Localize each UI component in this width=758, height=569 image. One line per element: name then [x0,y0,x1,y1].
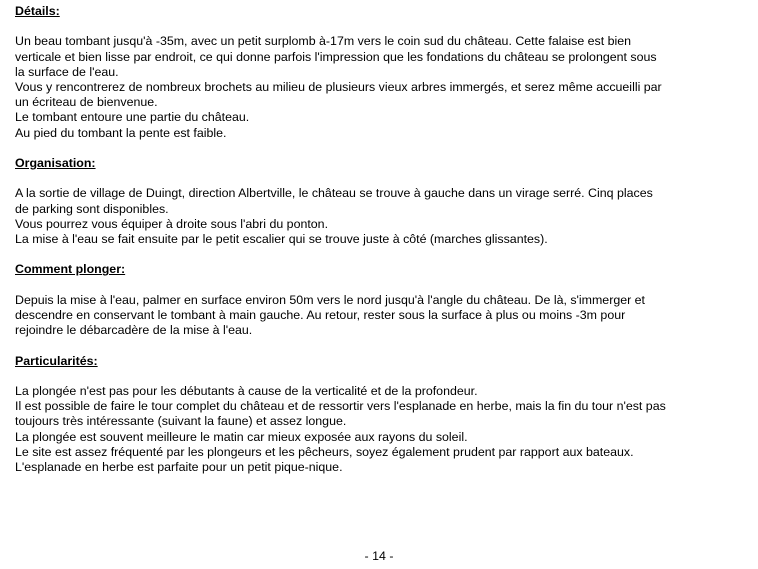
text-line: un écriteau de bienvenue. [15,95,158,110]
text-line: Vous y rencontrerez de nombreux brochets au milieu de plusieurs vieux arbres immergés, et serez même accueilli par [15,80,662,94]
paragraph-particularites [15,384,745,475]
text-line: Un beau tombant jusqu'à -35m, avec un petit surplomb à-17m vers le coin sud du château. Cette falaise est bien [15,34,632,49]
spacer [15,369,745,384]
text-line: Le site est assez fréquenté par les plongeurs et les pêcheurs, soyez également prudent par rapport aux bateaux. [15,444,634,459]
text-line: Il est possible de faire le tour complet du château et de ressortir vers l'esplanade en herbe, mais la fin du tour n'est pas [15,399,666,414]
text-line: L'esplanade en herbe est parfaite pour un petit pique-nique. [15,459,343,474]
page-number: - 14 - [364,549,394,563]
paragraph-organisation [15,186,745,247]
text-line: descendre en conservant le tombant à main gauche. Au retour, rester sous la surface à plus ou moins -3m pour [15,307,626,322]
text-line: A la sortie de village de Duingt, direction Albertville, le château se trouve à gauche dans un virage serré. Cinq places [15,186,653,201]
spacer [15,171,745,186]
heading-organisation: Organisation: [15,156,96,170]
document-page [15,4,745,475]
spacer [15,247,745,262]
paragraph-details [15,34,745,140]
spacer [15,141,745,156]
text-line: La mise à l'eau se fait ensuite par le petit escalier qui se trouve juste à côté (marches glissantes). [15,232,548,246]
text-line: Depuis la mise à l'eau, palmer en surface environ 50m vers le nord jusqu'à l'angle du château. De là, s'immerger et [15,292,646,307]
spacer [15,278,745,293]
spacer [15,338,745,353]
text-line: La plongée est souvent meilleure le matin car mieux exposée aux rayons du soleil. [15,429,468,444]
heading-details: Détails: [15,4,60,18]
heading-comment-plonger: Comment plonger: [15,262,126,277]
text-line: rejoindre le débarcadère de la mise à l'eau. [15,323,253,338]
text-line: de parking sont disponibles. [15,201,169,216]
text-line: toujours très intéressante (suivant la faune) et assez longue. [15,414,347,429]
text-line: La plongée n'est pas pour les débutants à cause de la verticalité et de la profondeur. [15,383,478,398]
spacer [15,19,745,34]
text-line: Au pied du tombant la pente est faible. [15,125,227,140]
text-line: Le tombant entoure une partie du château. [15,110,250,125]
heading-particularites: Particularités: [15,353,98,368]
text-line: verticale et bien lisse par endroit, ce qui donne parfois l'impression que les fondations du château se prolongent sous [15,49,657,64]
paragraph-comment-plonger [15,293,745,339]
text-line: la surface de l'eau. [15,64,119,79]
text-line: Vous pourrez vous équiper à droite sous l'abri du ponton. [15,216,329,231]
